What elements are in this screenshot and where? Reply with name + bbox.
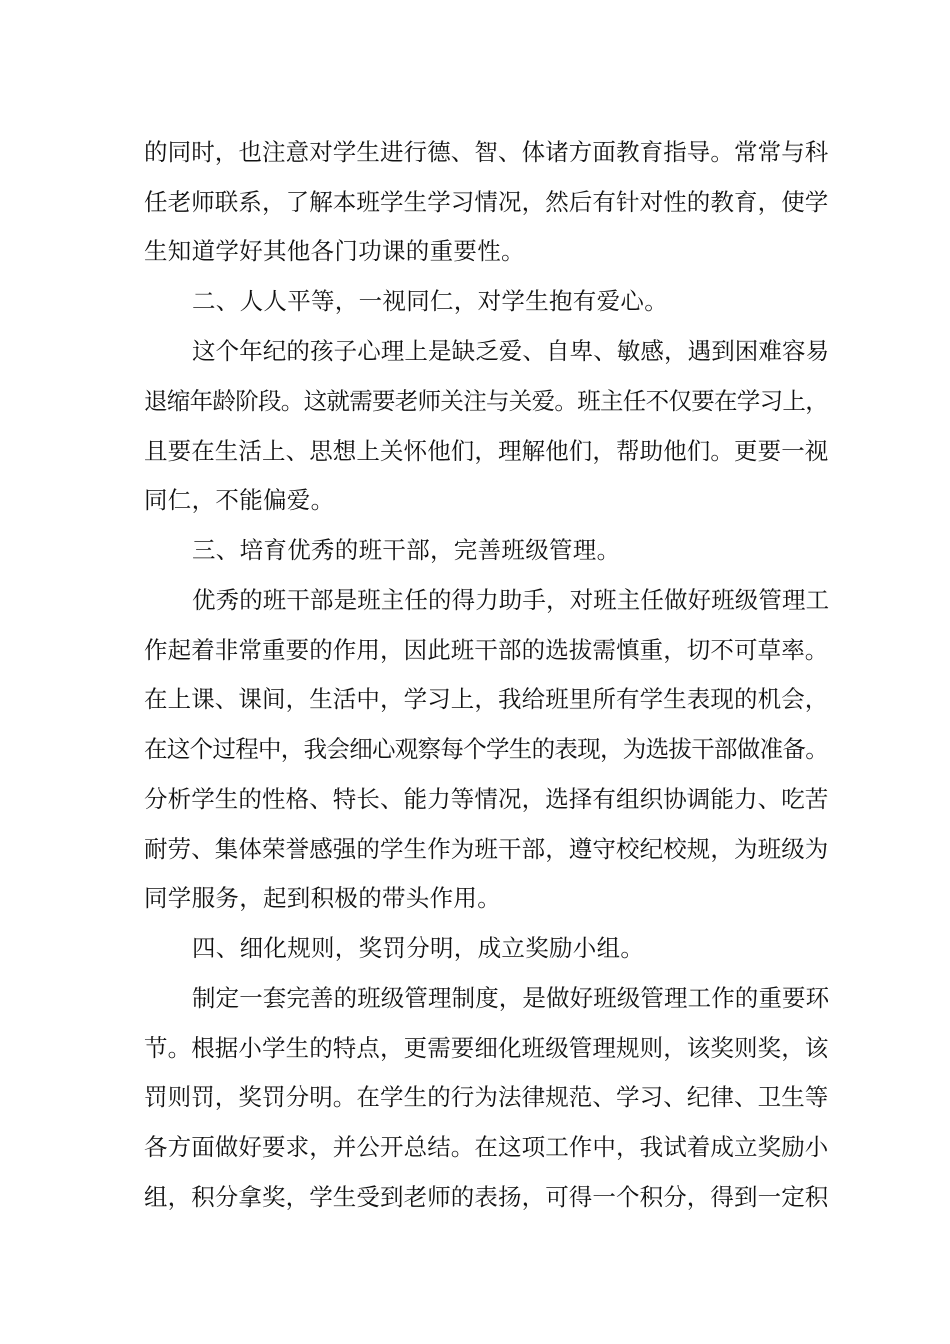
text-line: 任老师联系，了解本班学生学习情况，然后有针对性的教育，使学	[144, 188, 829, 216]
text-line: 优秀的班干部是班主任的得力助手，对班主任做好班级管理工	[192, 586, 830, 614]
text-line: 在上课、课间，生活中，学习上，我给班里所有学生表现的机会，	[144, 685, 829, 713]
text-line: 节。根据小学生的特点，更需要细化班级管理规则，该奖则奖，该	[144, 1034, 829, 1062]
text-line: 作起着非常重要的作用，因此班干部的选拔需慎重，切不可草率。	[144, 636, 829, 664]
section-heading-3: 三、培育优秀的班干部，完善班级管理。	[192, 536, 621, 564]
text-line: 同学服务，起到积极的带头作用。	[144, 884, 501, 912]
text-line: 同仁，不能偏爱。	[144, 486, 335, 514]
text-line: 在这个过程中，我会细心观察每个学生的表现，为选拔干部做准备。	[144, 735, 828, 763]
text-line: 制定一套完善的班级管理制度，是做好班级管理工作的重要环	[192, 984, 830, 1012]
text-line: 退缩年龄阶段。这就需要老师关注与关爱。班主任不仅要在学习上，	[144, 387, 828, 415]
text-line: 且要在生活上、思想上关怀他们，理解他们，帮助他们。更要一视	[144, 437, 829, 465]
text-line: 耐劳、集体荣誉感强的学生作为班干部，遵守校纪校规，为班级为	[144, 835, 829, 863]
text-line: 各方面做好要求，并公开总结。在这项工作中，我试着成立奖励小	[144, 1133, 829, 1161]
text-line: 组，积分拿奖，学生受到老师的表扬，可得一个积分，得到一定积	[144, 1183, 829, 1211]
text-line: 生知道学好其他各门功课的重要性。	[144, 237, 525, 265]
section-heading-4: 四、细化规则，奖罚分明，成立奖励小组。	[192, 934, 645, 962]
text-line: 分析学生的性格、特长、能力等情况，选择有组织协调能力、吃苦	[144, 785, 829, 813]
text-line: 这个年纪的孩子心理上是缺乏爱、自卑、敏感，遇到困难容易	[192, 337, 830, 365]
section-heading-2: 二、人人平等，一视同仁，对学生抱有爱心。	[192, 287, 668, 315]
text-line: 罚则罚，奖罚分明。在学生的行为法律规范、学习、纪律、卫生等	[144, 1083, 829, 1111]
text-line: 的同时，也注意对学生进行德、智、体诸方面教育指导。常常与科	[144, 138, 829, 166]
